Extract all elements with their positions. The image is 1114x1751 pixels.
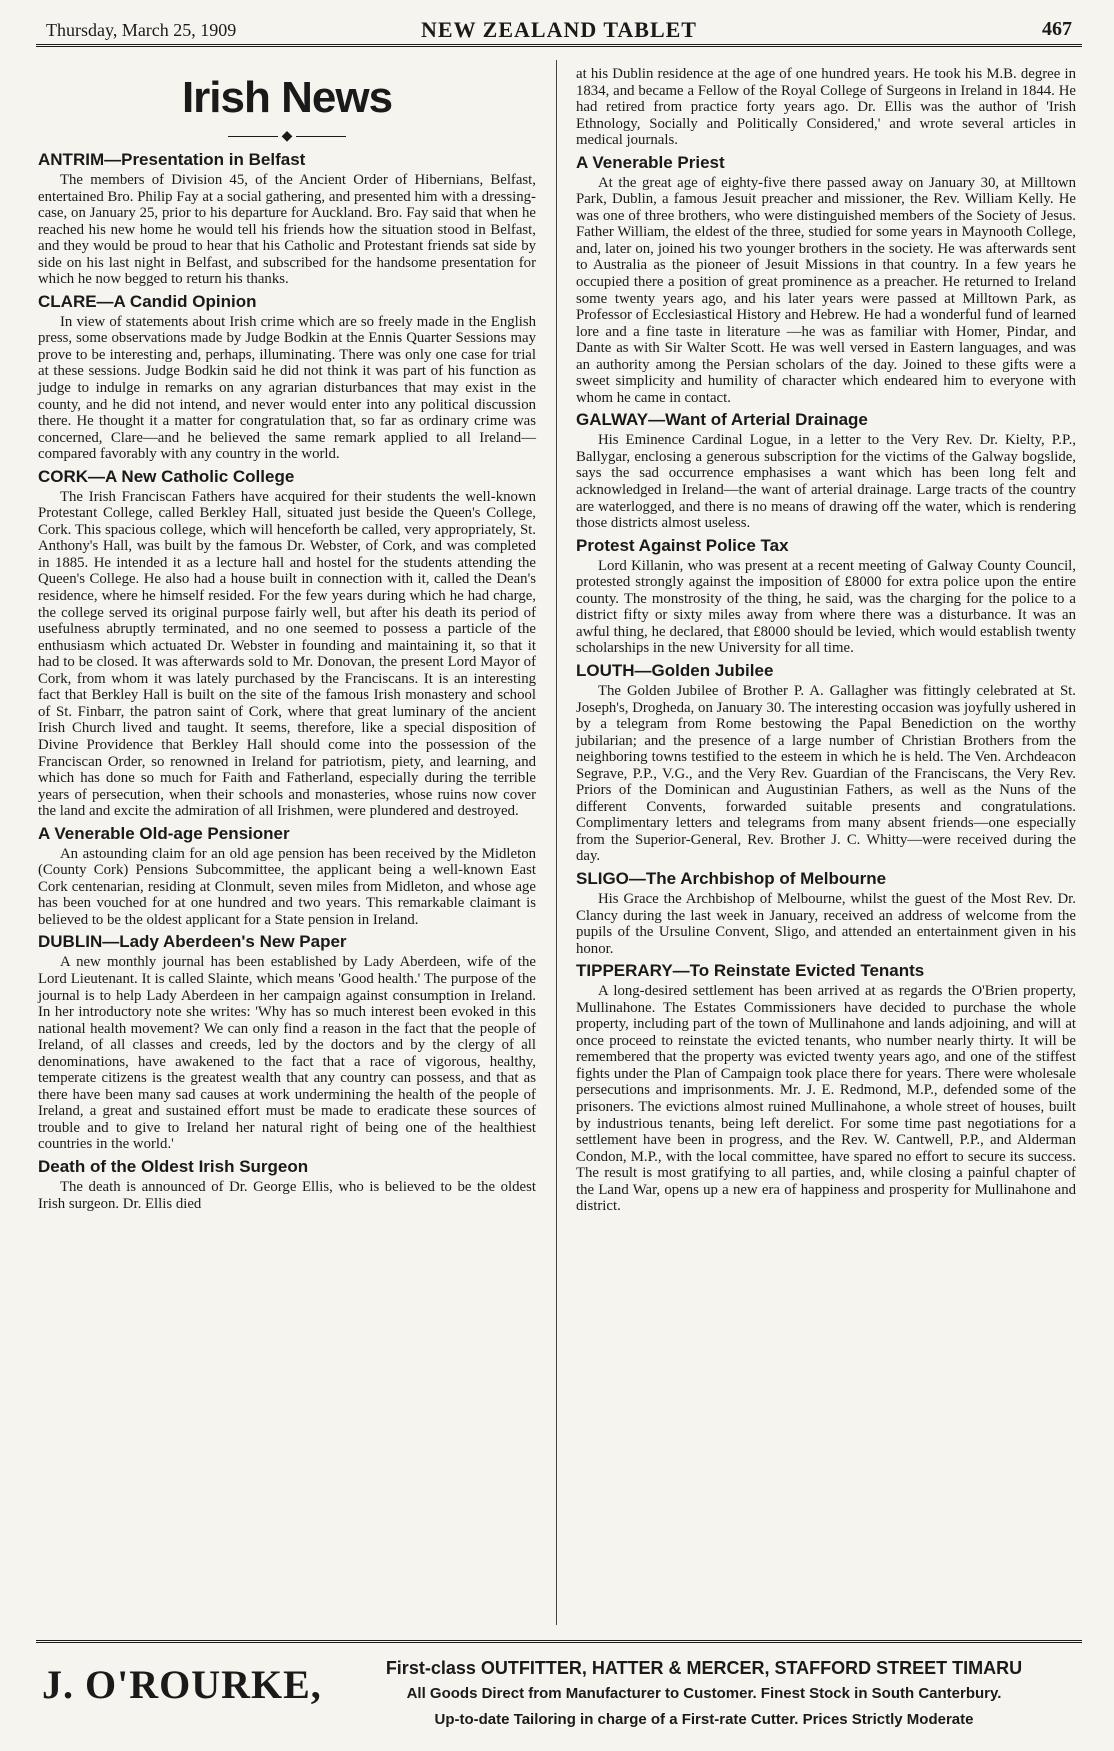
publication-title: NEW ZEALAND TABLET [421,17,697,42]
article-surgeon-continued: at his Dublin residence at the age of one hundred years. He took his M.B. degree in 1834, and became a Fellow of the Royal College of Surgeons in Ireland in 1844. He had retired from practice forty years ago. Dr. Ellis was the author of 'Irish Ethnology, Socially and Politically Considered,' and wrote several articles in medical journals. [576,66,1076,149]
masthead [36,14,1082,47]
article-dublin: A new monthly journal has been established by Lady Aberdeen, wife of the Lord Lieutenant. It is called Slainte, which means 'Good health.' The purpose of the journal is to help Lady Aberdeen in her campaign against consumption in Ireland. In her introductory note she writes: 'Why has so much interest been evoked in this national health movement? We can only find a reason in the fact that the people of Ireland, of all classes and creeds, led by the doctors and by the clergy of all denominations, have awakened to the fact that a race of vigorous, healthy, temperate citizens is the greatest wealth that any country can possess, and that as there have been many sad causes at work undermining the health of the people of Ireland, a great and sustained effort must be made to eradicate these sources of trouble and to give to Ireland her natural right of being one of the healthiest countries in the world.' [38,954,536,1153]
heading-police: Protest Against Police Tax [576,535,789,555]
article-cork: The Irish Franciscan Fathers have acquired for their students the well-known Protestant College, called Berkley Hall, situated just beside the Queen's College, Cork. This spacious college, which will henceforth be called, very appropriately, St. Anthony's Hall, was built by the famous Dr. Webster, of Cork, and was completed in 1885. He intended it as a lecture hall and hostel for the students attending the Queen's College. He also had a house built in connection with it, called the Dean's residence, where he himself resided. For the few years during which he had charge, the college served its original purpose fairly well, but after his death its period of usefulness abruptly terminated, and no one seemed to possess a particle of the enthusiasm which actuated Dr. Webster in founding and maintaining it, so that it had to be closed. It was afterwards sold to Mr. Donovan, the present Lord Mayor of Cork, from whom it was lately purchased by the Franciscans. It is an interesting fact that Berkley Hall is built on the site of the famous Irish monastery and school of St. Finbarr, the patron saint of Cork, where that great luminary of the ancient Irish Church lived and taught. It seems, therefore, like a special disposition of Divine Providence that Berkley Hall should come into the possession of the Franciscan Order, so renowned in Ireland for patriotism, piety, and learning, and which has done so much for Faith and Fatherland, especially during the terrible years of persecution, when their schools and monasteries, whose ruins now cover the land and excite the admiration of all Irishmen, were plundered and destroyed. [38,488,536,820]
heading-tipperary: TIPPERARY—To Reinstate Evicted Tenants [576,961,925,981]
advert-line-2: All Goods Direct from Manufacturer to Customer. Finest Stock in South Canterbury. [406,1685,1002,1702]
section-title: Irish News [181,73,393,122]
article-surgeon: The death is announced of Dr. George Ellis, who is believed to be the oldest Irish surgeon. Dr. Ellis died [38,1178,536,1212]
advert-line-3: Up-to-date Tailoring in charge of a First-rate Cutter. Prices Strictly Moderate [434,1711,974,1728]
issue-date: Thursday, March 25, 1909 [46,20,237,40]
article-sligo: His Grace the Archbishop of Melbourne, whilst the guest of the Most Rev. Dr. Clancy during the last week in January, received an address of welcome from the pupils of the Ursuline Convent, Sligo, and attended an entertainment given in his honor. [576,890,1076,957]
column-divider [556,60,557,1625]
right-column [576,66,1076,1215]
advertisement [36,1640,1082,1743]
left-column [38,72,536,1212]
heading-surgeon: Death of the Oldest Irish Surgeon [38,1156,309,1176]
article-galway: His Eminence Cardinal Logue, in a letter to the Very Rev. Dr. Kielty, P.P., Ballygar, enclosing a generous subscription for the victims of the Galway bogslide, says the sad occurrence emphasises a want which has been long felt and acknowledged in Ireland—the want of arterial drainage. Large tracts of the country are waterlogged, and there is no means of drawing off the water, which is rendering those districts almost useless. [576,432,1076,532]
heading-pensioner: A Venerable Old-age Pensioner [38,823,290,843]
heading-galway: GALWAY—Want of Arterial Drainage [576,410,868,430]
advert-line-1: First-class OUTFITTER, HATTER & MERCER, STAFFORD STREET TIMARU [385,1658,1023,1678]
article-clare: In view of statements about Irish crime which are so freely made in the English press, some observations made by Judge Bodkin at the Ennis Quarter Sessions may prove to be interesting and, perhaps, illuminating. There was only one case for trial at these sessions. Judge Bodkin said he did not think it was part of his function as judge to indulge in remarks on any agrarian disturbances that may exist in the county, and he did not intend, and never would enter into any political discussion there. He thought it a matter for congratulation that, so far as ordinary crime was concerned, Clare—and he believed the same remark applied to all Ireland—compared favorably with any country in the world. [38,313,536,463]
ornament-divider-icon: ◆ [38,130,536,144]
heading-sligo: SLIGO—The Archbishop of Melbourne [576,868,887,888]
heading-clare: CLARE—A Candid Opinion [38,291,257,311]
article-pensioner: An astounding claim for an old age pension has been received by the Midleton (County Cork) Pensions Subcommittee, the applicant being a well-known East Cork centenarian, residing at Clonmult, seven miles from Midleton, and whose age has been vouched for at one hundred and two years. This remarkable claimant is believed to be the oldest applicant for a State pension in Ireland. [38,845,536,928]
article-louth: The Golden Jubilee of Brother P. A. Gallagher was fittingly celebrated at St. Joseph's, Drogheda, on January 30. The interesting occasion was joyfully ushered in by a telegram from Rome bestowing the Papal Benediction on the worthy jubilarian; and the presence of a large number of Christian Brothers from the neighboring towns testified to the esteem in which he is held. The Ven. Archdeacon Segrave, P.P., V.G., and the Very Rev. Guardian of the Franciscans, the Very Rev. Priors of the Dominican and Augustinian Fathers, as well as the Nuns of the different Convents, forwarded suitable presents and congratulations. Complimentary letters and telegrams from many absent friends—one especially from the Superior-General, Rev. Brother J. C. Whitty—were received during the day. [576,682,1076,865]
heading-dublin: DUBLIN—Lady Aberdeen's New Paper [38,932,347,952]
heading-antrim: ANTRIM—Presentation in Belfast [38,150,306,169]
heading-louth: LOUTH—Golden Jubilee [576,660,774,680]
advertiser-name: J. O'ROURKE, [42,1662,322,1707]
article-tipperary: A long-desired settlement has been arrived at as regards the O'Brien property, Mullinahone. The Estates Commissioners have decided to purchase the whole property, including part of the town of Mullinahone and lands adjoining, and will at once proceed to reinstate the evicted tenants, who number nearly thirty. It will be remembered that the property was evicted twenty years ago, and one of the stiffest fights under the Plan of Campaign took place there for years. There were wholesale persecutions and imprisonments. Mr. J. E. Redmond, M.P., defended some of the prisoners. The evictions almost ruined Mullinahone, a whole street of houses, built by industrious tenants, being left derelict. For some time past negotiations for a settlement have been in progress, and the Rev. W. Cantwell, P.P., and Alderman Condon, M.P., with the local committee, have spared no effort to secure its success. The result is most gratifying to all parties, and, while closing a painful chapter of the Land War, opens up a new era of happiness and prosperity for Mullinahone and district. [576,983,1076,1215]
page-number: 467 [1042,18,1072,40]
article-police: Lord Killanin, who was present at a recent meeting of Galway County Council, protested strongly against the imposition of £8000 for extra police upon the entire county. The monstrosity of the thing, he said, was the charging for the police to a district fifty or sixty miles away from where there was a disturbance. It was an awful thing, he declared, that £8000 should be levied, which would establish twenty scholarships in the new University for all time. [576,557,1076,657]
heading-priest: A Venerable Priest [576,152,725,172]
advert-text [326,1655,1082,1733]
article-priest: At the great age of eighty-five there passed away on January 30, at Milltown Park, Dublin, a famous Jesuit preacher and missioner, the Rev. William Kelly. He was one of three brothers, who were distinguished members of the Society of Jesus. Father William, the eldest of the three, studied for some years in Maynooth College, and, later on, joined his two younger brothers in the society. He was afterwards sent to Australia as the pioneer of Jesuit Missions in that country. In a few years he occupied there a position of great prominence as a preacher. He returned to Ireland some twenty years ago, and his later years were passed at Milltown Park, as Professor of Ecclesiastical History and Hebrew. He had a wonderful fund of learned lore and a fine taste in literature —he was as familiar with Homer, Pindar, and Dante as with Sir Walter Scott. He was well versed in Eastern languages, and was an authority among the Persian scholars of the day. Joined to these gifts were a sweet simplicity and humility of character which endeared him to everyone with whom he came in contact. [576,174,1076,406]
article-antrim: The members of Division 45, of the Ancient Order of Hibernians, Belfast, entertained Bro. Philip Fay at a social gathering, and presented him with a dressing-case, on January 25, prior to his departure for Auckland. Bro. Fay said that when he reached his new home he would tell his friends how the situation stood in Belfast, and they would be proud to hear that his Catholic and Protestant friends sat side by side on his last night in Belfast, and subscribed for the handsome presentation for which he now begged to return his thanks. [38,172,536,288]
heading-cork: CORK—A New Catholic College [38,466,295,486]
